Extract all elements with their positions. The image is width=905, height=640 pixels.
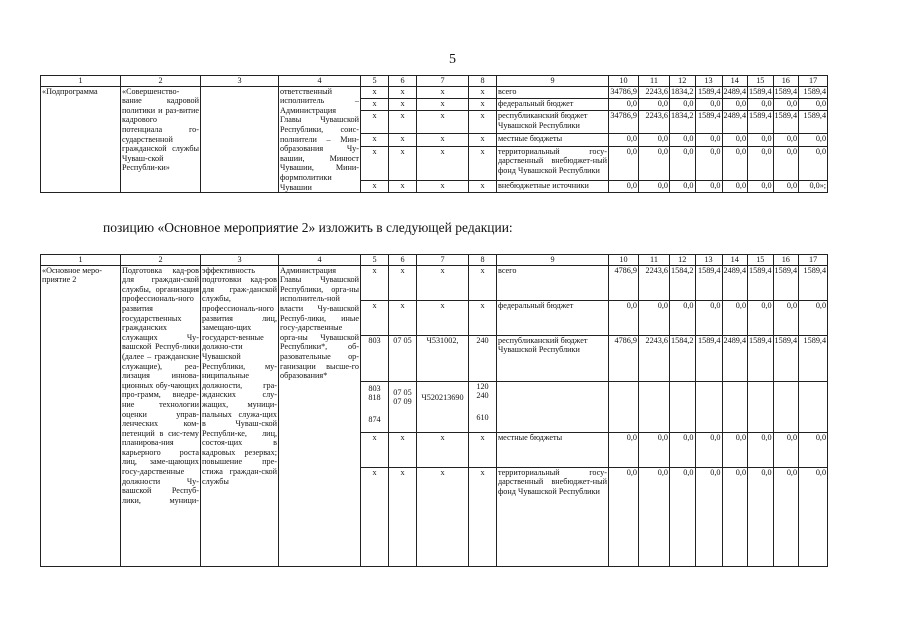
- value-cell: 0,0: [609, 180, 639, 192]
- source-cell: территориальный госу-дарственный внебюджет-ный фонд Чувашской Республики: [497, 146, 609, 180]
- value-cell: 1589,4: [748, 265, 774, 300]
- value-cell: 0,0: [722, 300, 748, 335]
- col-num: 6: [389, 76, 417, 87]
- grbs-code: 874: [368, 414, 381, 424]
- value-cell: [670, 381, 696, 432]
- value-cell: 0,0»;: [799, 180, 828, 192]
- col-num: 10: [609, 76, 639, 87]
- value-cell: 0,0: [722, 180, 748, 192]
- col-num: 9: [497, 255, 609, 266]
- value-cell: [722, 381, 748, 432]
- value-cell: 0,0: [695, 146, 722, 180]
- grbs-cell: x: [361, 134, 389, 146]
- value-cell: 0,0: [799, 134, 828, 146]
- value-cell: 1589,4: [695, 111, 722, 134]
- value-cell: 0,0: [722, 467, 748, 566]
- value-cell: 0,0: [748, 467, 774, 566]
- target-article-cell: x: [417, 265, 469, 300]
- value-cell: 0,0: [799, 98, 828, 110]
- value-cell: 1589,4: [695, 86, 722, 98]
- value-cell: 0,0: [773, 467, 799, 566]
- value-cell: 0,0: [722, 432, 748, 467]
- col-num: 7: [417, 76, 469, 87]
- value-cell: 1589,4: [799, 335, 828, 381]
- value-cell: 1584,2: [670, 265, 696, 300]
- col-num: 13: [695, 76, 722, 87]
- page-number: 5: [449, 52, 456, 67]
- expense-type-cell: x: [469, 146, 497, 180]
- source-cell: всего: [497, 265, 609, 300]
- value-cell: 0,0: [748, 98, 774, 110]
- value-cell: 1589,4: [773, 86, 799, 98]
- value-cell: 0,0: [773, 98, 799, 110]
- target-article-cell: x: [417, 300, 469, 335]
- value-cell: 0,0: [639, 180, 670, 192]
- section-cell: x: [389, 432, 417, 467]
- value-cell: 1589,4: [695, 335, 722, 381]
- value-cell: 0,0: [670, 134, 696, 146]
- name-cell: Подготовка кад-ров для граждан-ской службы, организация профессиональ-ного развития государственных гражданских служащих Чу-вашской Респуб-лики (далее – гражданские служащие), реа-лизация иннова-ционных обу-чающих про-грамм, внедре-ние технологии оценки управ-ленческих ком-петенций в сис-тему планирова-ния карьерного роста лиц, заме-щающих госу-дарственные должности Чу-вашской Респуб-лики, муници-: [121, 265, 201, 566]
- value-cell: 0,0: [722, 98, 748, 110]
- col-num: 11: [639, 255, 670, 266]
- source-cell: внебюджетные источники: [497, 180, 609, 192]
- value-cell: 0,0: [799, 467, 828, 566]
- target-article-cell: x: [417, 111, 469, 134]
- name-cell: «Совершенство-вание кадровой политики и раз-витие кадрового потенциала го-сударственной гражданской службы Чуваш-ской Республи-ки»: [121, 86, 201, 193]
- grbs-cell: x: [361, 146, 389, 180]
- col-num: 14: [722, 255, 748, 266]
- section-cell: 07 05: [389, 335, 417, 381]
- value-cell: 0,0: [639, 300, 670, 335]
- grbs-code: 818: [368, 393, 381, 403]
- section-cell: x: [389, 86, 417, 98]
- value-cell: 0,0: [639, 467, 670, 566]
- value-cell: 0,0: [773, 134, 799, 146]
- value-cell: 0,0: [639, 98, 670, 110]
- grbs-cell: x: [361, 432, 389, 467]
- source-cell: местные бюджеты: [497, 134, 609, 146]
- value-cell: [748, 381, 774, 432]
- value-cell: 0,0: [695, 300, 722, 335]
- value-cell: 1589,4: [748, 111, 774, 134]
- expense-type-cell: x: [469, 265, 497, 300]
- col-num: 3: [201, 255, 279, 266]
- value-cell: 0,0: [609, 432, 639, 467]
- value-cell: 0,0: [639, 146, 670, 180]
- value-cell: 2243,6: [639, 265, 670, 300]
- target-article-cell: x: [417, 146, 469, 180]
- value-cell: 0,0: [799, 146, 828, 180]
- goal-cell: [201, 86, 279, 193]
- col-num: 2: [121, 255, 201, 266]
- value-cell: 1834,2: [670, 86, 696, 98]
- expense-type-cell: x: [469, 432, 497, 467]
- value-cell: 0,0: [639, 134, 670, 146]
- source-cell: всего: [497, 86, 609, 98]
- value-cell: 1589,4: [695, 265, 722, 300]
- col-num: 9: [497, 76, 609, 87]
- value-cell: [609, 381, 639, 432]
- value-cell: [773, 381, 799, 432]
- col-num: 4: [279, 76, 361, 87]
- col-num: 8: [469, 76, 497, 87]
- col-num: 15: [748, 255, 774, 266]
- section-cell: x: [389, 265, 417, 300]
- value-cell: 0,0: [670, 180, 696, 192]
- value-cell: 0,0: [670, 98, 696, 110]
- status-cell: «Основное меро-приятие 2: [41, 265, 121, 566]
- value-cell: 0,0: [748, 300, 774, 335]
- main-activity-table: [40, 254, 828, 567]
- value-cell: 0,0: [695, 180, 722, 192]
- source-cell: федеральный бюджет: [497, 98, 609, 110]
- value-cell: 0,0: [670, 467, 696, 566]
- expense-type-cell: 240: [469, 335, 497, 381]
- expense-type-cell: x: [469, 180, 497, 192]
- target-article-cell: x: [417, 86, 469, 98]
- value-cell: 0,0: [695, 98, 722, 110]
- expense-type-cell: x: [469, 86, 497, 98]
- target-article-cell: x: [417, 180, 469, 192]
- value-cell: 0,0: [748, 180, 774, 192]
- col-num: 11: [639, 76, 670, 87]
- value-cell: 1589,4: [773, 335, 799, 381]
- col-num: 12: [670, 76, 696, 87]
- value-cell: 2489,4: [722, 111, 748, 134]
- grbs-cell: x: [361, 111, 389, 134]
- value-cell: 2243,6: [639, 86, 670, 98]
- amendment-intro-text: позицию «Основное мероприятие 2» изложить в следующей редакции:: [103, 220, 513, 235]
- value-cell: 1584,2: [670, 335, 696, 381]
- value-cell: 0,0: [748, 146, 774, 180]
- col-num: 3: [201, 76, 279, 87]
- value-cell: 0,0: [609, 146, 639, 180]
- source-cell: местные бюджеты: [497, 432, 609, 467]
- grbs-cell: x: [361, 180, 389, 192]
- grbs-cell: x: [361, 300, 389, 335]
- value-cell: 0,0: [639, 432, 670, 467]
- col-num: 1: [41, 76, 121, 87]
- value-cell: 0,0: [773, 180, 799, 192]
- source-cell: федеральный бюджет: [497, 300, 609, 335]
- value-cell: [799, 381, 828, 432]
- value-cell: 0,0: [748, 134, 774, 146]
- value-cell: 1589,4: [748, 335, 774, 381]
- value-cell: 0,0: [609, 300, 639, 335]
- value-cell: 0,0: [773, 432, 799, 467]
- value-cell: 1589,4: [748, 86, 774, 98]
- value-cell: 34786,9: [609, 111, 639, 134]
- section-cell: x: [389, 111, 417, 134]
- value-cell: 1589,4: [799, 86, 828, 98]
- col-num: 14: [722, 76, 748, 87]
- col-num: 2: [121, 76, 201, 87]
- value-cell: 2243,6: [639, 335, 670, 381]
- value-cell: 0,0: [722, 134, 748, 146]
- value-cell: 2489,4: [722, 335, 748, 381]
- expense-type-cell: x: [469, 134, 497, 146]
- grbs-cell: x: [361, 86, 389, 98]
- value-cell: 0,0: [799, 300, 828, 335]
- table-row: [41, 86, 828, 98]
- value-cell: 2489,4: [722, 86, 748, 98]
- value-cell: 0,0: [609, 134, 639, 146]
- grbs-cell: [361, 381, 389, 432]
- value-cell: 0,0: [670, 300, 696, 335]
- value-cell: [639, 381, 670, 432]
- column-number-row: [41, 255, 828, 266]
- source-cell: [497, 381, 609, 432]
- goal-cell: эффективность подготовки кад-ров для граж-данской службы, профессиональ-ного развития лиц, замещаю-щих государст-венные должно-сти Чувашской Республики, му-ниципальные должности, гра-жданских слу-жащих, муници-пальных служа-щих в Чуваш-ской Республи-ке, лиц, состоя-щих в кадровых резервах; повышение пре-стижа граждан-ской службы: [201, 265, 279, 566]
- section-cell: x: [389, 467, 417, 566]
- value-cell: 1589,4: [773, 111, 799, 134]
- value-cell: 0,0: [670, 432, 696, 467]
- value-cell: 1589,4: [799, 265, 828, 300]
- grbs-cell: x: [361, 265, 389, 300]
- executor-cell: Администрация Главы Чувашской Республики, орга-ны исполнитель-ной власти Чу-вашской Респуб-лики, иные госу-дарственные орга-ны Чувашской Республики*, об-разовательные ор-ганизации высше-го образования*: [279, 265, 361, 566]
- expense-type-cell: x: [469, 111, 497, 134]
- col-num: 4: [279, 255, 361, 266]
- col-num: 7: [417, 255, 469, 266]
- expense-type-cell: x: [469, 467, 497, 566]
- table-row: [41, 265, 828, 300]
- expense-type-code: 240: [476, 391, 489, 401]
- target-article-cell: x: [417, 98, 469, 110]
- target-article-cell: x: [417, 134, 469, 146]
- value-cell: 1589,4: [799, 111, 828, 134]
- status-cell: «Подпрограмма: [41, 86, 121, 193]
- col-num: 8: [469, 255, 497, 266]
- target-article-cell: [417, 381, 469, 432]
- col-num: 5: [361, 76, 389, 87]
- value-cell: 0,0: [609, 467, 639, 566]
- grbs-cell: x: [361, 467, 389, 566]
- grbs-cell: 803: [361, 335, 389, 381]
- col-num: 6: [389, 255, 417, 266]
- value-cell: [695, 381, 722, 432]
- section-cell: x: [389, 180, 417, 192]
- section-code: 07 09: [393, 397, 412, 407]
- col-num: 17: [799, 255, 828, 266]
- col-num: 10: [609, 255, 639, 266]
- col-num: 16: [773, 255, 799, 266]
- section-cell: x: [389, 98, 417, 110]
- grbs-cell: x: [361, 98, 389, 110]
- expense-type-cell: x: [469, 300, 497, 335]
- source-cell: республиканский бюджет Чувашской Республики: [497, 111, 609, 134]
- value-cell: 0,0: [609, 98, 639, 110]
- value-cell: 0,0: [695, 134, 722, 146]
- value-cell: 4786,9: [609, 335, 639, 381]
- col-num: 15: [748, 76, 774, 87]
- value-cell: 0,0: [773, 300, 799, 335]
- section-cell: x: [389, 134, 417, 146]
- subprogram-table: [40, 75, 828, 193]
- value-cell: 0,0: [695, 432, 722, 467]
- value-cell: 0,0: [773, 146, 799, 180]
- section-code: 07 05: [393, 387, 412, 397]
- value-cell: 0,0: [722, 146, 748, 180]
- grbs-code: 803: [368, 383, 381, 393]
- col-num: 12: [670, 255, 696, 266]
- value-cell: 0,0: [748, 432, 774, 467]
- col-num: 5: [361, 255, 389, 266]
- target-article-code: Ч520213690: [421, 392, 464, 402]
- target-article-cell: Ч531002,: [417, 335, 469, 381]
- value-cell: 0,0: [799, 432, 828, 467]
- source-cell: республиканский бюджет Чувашской Республики: [497, 335, 609, 381]
- value-cell: 4786,9: [609, 265, 639, 300]
- source-cell: территориальный госу-дарственный внебюджет-ный фонд Чувашской Республики: [497, 467, 609, 566]
- col-num: 17: [799, 76, 828, 87]
- value-cell: 1589,4: [773, 265, 799, 300]
- col-num: 16: [773, 76, 799, 87]
- target-article-cell: x: [417, 432, 469, 467]
- value-cell: 34786,9: [609, 86, 639, 98]
- target-article-cell: x: [417, 467, 469, 566]
- expense-type-cell: x: [469, 98, 497, 110]
- value-cell: 0,0: [695, 467, 722, 566]
- executor-cell: ответственный исполнитель – Администрация Главы Чувашской Республики, соис-полнители – Мин-образования Чу-вашии, Минюст Чувашии, Мини-формполитики Чувашии: [280, 86, 359, 192]
- value-cell: 0,0: [670, 146, 696, 180]
- expense-type-code: 610: [476, 412, 489, 422]
- value-cell: 1834,2: [670, 111, 696, 134]
- section-cell: x: [389, 146, 417, 180]
- column-number-row: [41, 76, 828, 87]
- section-cell: x: [389, 300, 417, 335]
- col-num: 13: [695, 255, 722, 266]
- value-cell: 2243,6: [639, 111, 670, 134]
- expense-type-cell: [469, 381, 497, 432]
- value-cell: 2489,4: [722, 265, 748, 300]
- col-num: 1: [41, 255, 121, 266]
- section-cell: [389, 381, 417, 432]
- expense-type-code: 120: [476, 381, 489, 391]
